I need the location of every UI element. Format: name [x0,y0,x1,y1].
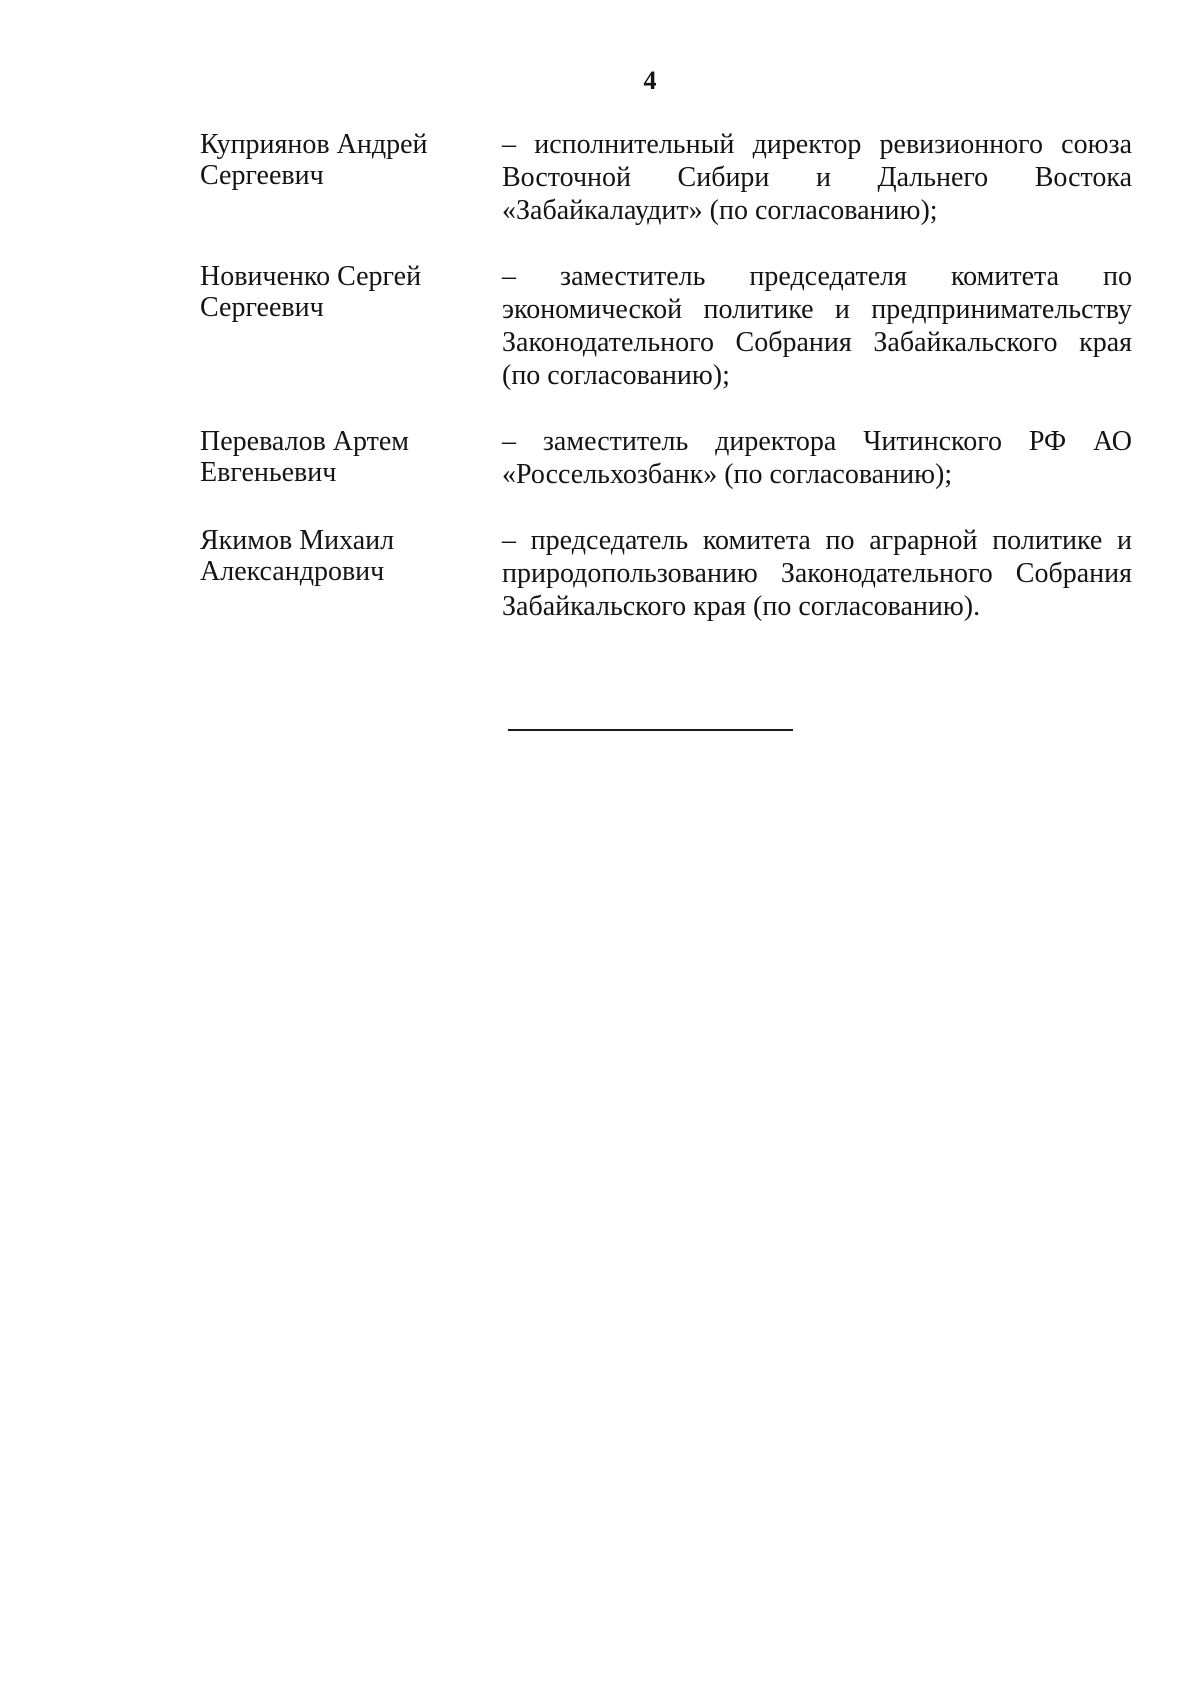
member-name [200,524,502,587]
member-name-line: Перевалов Артем [200,426,410,457]
member-entry [200,128,1132,227]
members-list [200,128,1132,656]
member-role: – исполнительный директор ревизионного союза Восточной Сибири и Дальнего Востока «Забайкалаудит» (по согласованию); [502,129,1132,226]
member-name [200,128,502,191]
end-divider [508,729,793,731]
member-entry [200,425,1132,491]
member-entry [200,260,1132,392]
member-name-line: Куприянов Андрей [200,129,428,160]
member-name-line: Сергеевич [200,292,324,323]
member-name [200,260,502,323]
member-entry [200,524,1132,623]
member-name-line: Сергеевич [200,160,324,191]
member-role: – заместитель директора Читинского РФ АО «Россельхозбанк» (по согласованию); [502,426,1132,490]
member-role: – председатель комитета по аграрной политике и природопользованию Законодательного Собрания Забайкальского края (по согласованию). [502,525,1132,622]
member-name [200,425,502,488]
member-role: – заместитель председателя комитета по экономической политике и предпринимательству Законодательного Собрания Забайкальского края (по согласованию); [502,261,1132,391]
member-name-line: Евгеньевич [200,457,337,488]
member-name-line: Новиченко Сергей [200,261,422,292]
member-name-line: Александрович [200,556,385,587]
page-number: 4 [643,66,657,95]
member-name-line: Якимов Михаил [200,525,395,556]
